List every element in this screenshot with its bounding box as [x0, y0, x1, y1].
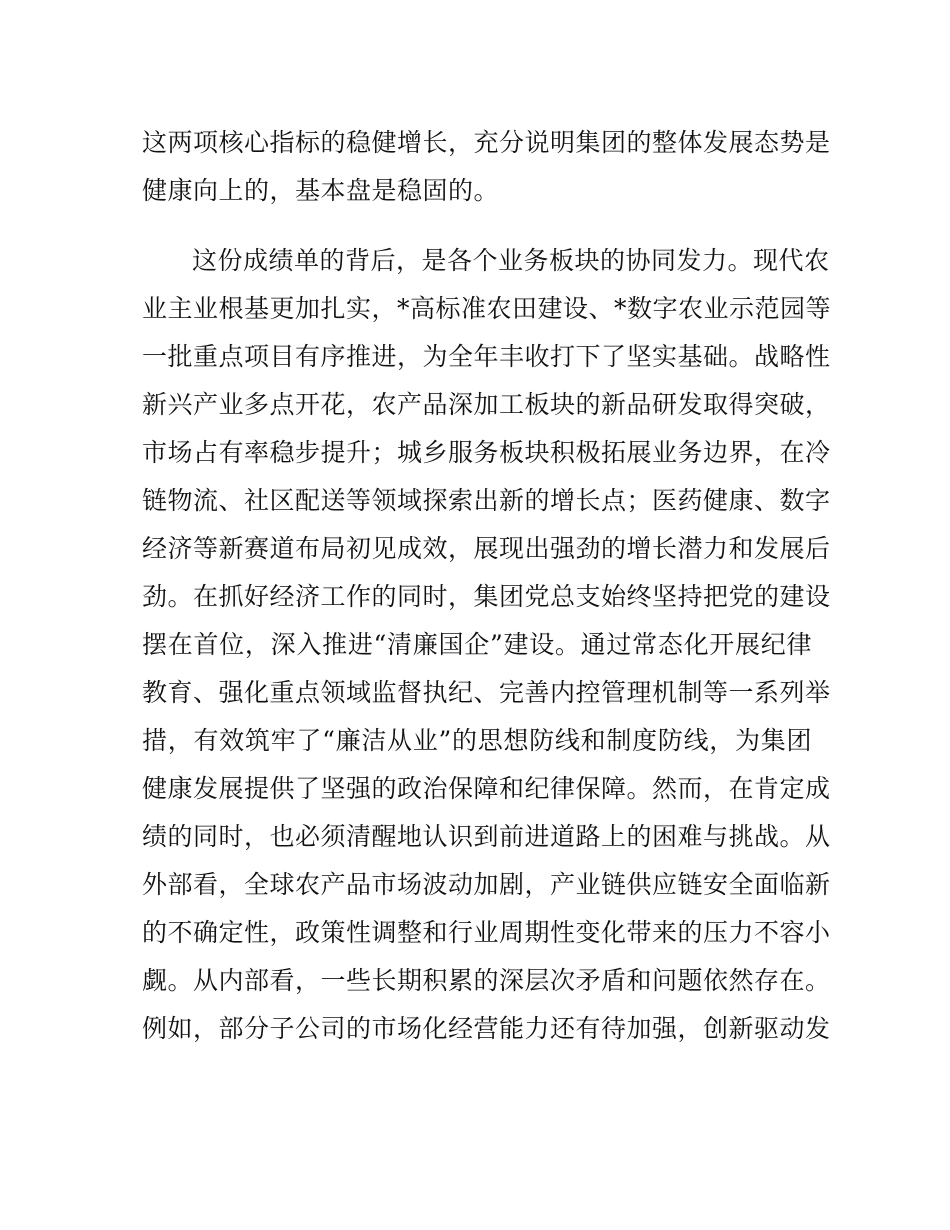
text-line: 业主业根基更加扎实，*高标准农田建设、*数字农业示范园等 [142, 294, 832, 323]
text-line: 这两项核心指标的稳健增长，充分说明集团的整体发展态势是 [142, 128, 831, 157]
text-line: 一批重点项目有序推进，为全年丰收打下了坚实基础。战略性 [142, 342, 831, 371]
text-line: 市场占有率稳步提升；城乡服务板块积极拓展业务边界，在冷 [142, 438, 831, 467]
text-line: 觑。从内部看，一些长期积累的深层次矛盾和问题依然存在。 [142, 966, 831, 995]
text-line: 劲。在抓好经济工作的同时，集团党总支始终坚持把党的建设 [142, 582, 831, 611]
text-line: 健康向上的，基本盘是稳固的。 [142, 176, 500, 205]
text-line: 链物流、社区配送等领域探索出新的增长点；医药健康、数字 [142, 486, 831, 515]
text-line: 健康发展提供了坚强的政治保障和纪律保障。然而，在肯定成 [142, 774, 831, 803]
text-line: 摆在首位，深入推进“清廉国企”建设。通过常态化开展纪律 [142, 630, 812, 659]
text-line: 措，有效筑牢了“廉洁从业”的思想防线和制度防线，为集团 [142, 726, 812, 755]
text-line: 绩的同时，也必须清醒地认识到前进道路上的困难与挑战。从 [142, 822, 831, 851]
text-line: 教育、强化重点领域监督执纪、完善内控管理机制等一系列举 [142, 678, 831, 707]
text-line: 例如，部分子公司的市场化经营能力还有待加强，创新驱动发 [142, 1014, 831, 1043]
text-line: 外部看，全球农产品市场波动加剧，产业链供应链安全面临新 [142, 870, 831, 899]
text-line: 的不确定性，政策性调整和行业周期性变化带来的压力不容小 [142, 918, 831, 947]
paragraph-first-line: 这份成绩单的背后，是各个业务板块的协同发力。现代农 [192, 246, 830, 275]
text-line: 经济等新赛道布局初见成效，展现出强劲的增长潜力和发展后 [142, 534, 831, 563]
text-line: 新兴产业多点开花，农产品深加工板块的新品研发取得突破， [142, 390, 831, 419]
